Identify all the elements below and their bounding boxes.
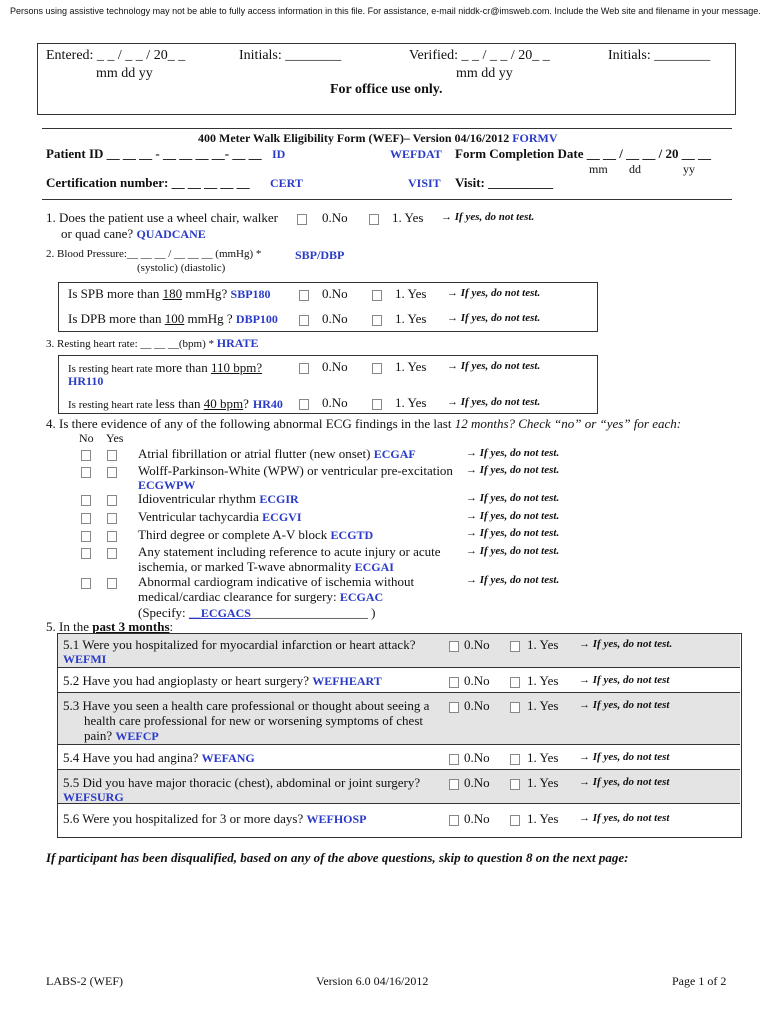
ecgacs-specify: (Specify: __ECGACS__________________ ) [138, 605, 376, 620]
form-completion-date: Form Completion Date __ __ / __ __ / 20 __ __ [455, 146, 712, 161]
hr40-yes-checkbox[interactable] [372, 399, 382, 410]
spb-if-yes-note: → If yes, do not test. [447, 287, 541, 299]
id-code: ID [272, 147, 286, 161]
visit-field: Visit: __________ [455, 175, 554, 190]
q5-1-text: 5.1 Were you hospitalized for myocardial infarction or heart attack? [63, 637, 416, 652]
ecgai-if-yes-note: → If yes, do not test. [466, 545, 560, 557]
ecgai-item-line2: ischemia, or marked T-wave abnormality ECGAI [138, 559, 394, 574]
ecgai-no-checkbox[interactable] [81, 548, 91, 559]
ecgai-item: Any statement including reference to acute injury or acute [138, 544, 441, 559]
spb-yes-checkbox[interactable] [372, 290, 382, 301]
ecgir-yes-checkbox[interactable] [107, 495, 117, 506]
q5-3-no-checkbox[interactable] [449, 702, 459, 713]
q5-text: 5. In the past 3 months: [46, 619, 174, 634]
ecgvi-if-yes-note: → If yes, do not test. [466, 510, 560, 522]
q4-text: 4. Is there evidence of any of the following abnormal ECG findings in the last 12 months? Check “no” or “yes” for each: [46, 416, 682, 431]
verified-date-sub: mm dd yy [456, 66, 513, 81]
ecgai-code: ECGAI [354, 560, 394, 574]
q5-4-yes-label: 1. Yes [527, 750, 559, 765]
footer-version: Version 6.0 04/16/2012 [316, 974, 429, 988]
q5-3-yes-label: 1. Yes [527, 698, 559, 713]
wefcp-code: WEFCP [115, 729, 159, 743]
hr40-no-label: 0.No [322, 395, 348, 410]
ecgvi-no-checkbox[interactable] [81, 513, 91, 524]
office-use-label: For office use only. [330, 82, 443, 97]
hr40-yes-label: 1. Yes [395, 395, 427, 410]
q5-4-yes-checkbox[interactable] [510, 754, 520, 765]
ecgaf-item: Atrial fibrillation or atrial flutter (new onset) ECGAF [138, 446, 416, 461]
ecgac-item-line2: medical/cardiac clearance for surgery: ECGAC [138, 589, 384, 604]
hr110-question: Is resting heart rate more than 110 bpm? [68, 360, 263, 375]
q1-text-line2: or quad cane? QUADCANE [61, 226, 206, 241]
wefsurg-code: WEFSURG [63, 790, 124, 804]
q5-2-no-checkbox[interactable] [449, 677, 459, 688]
q1-no-label: 0.No [322, 210, 348, 225]
dpb-question: Is DPB more than 100 mmHg ? DBP100 [68, 311, 278, 326]
q5-row-divider-5 [58, 803, 740, 804]
hr40-code: HR40 [252, 397, 283, 411]
ecgir-code: ECGIR [259, 492, 299, 506]
verified-date: Verified: _ _ / _ _ / 20_ _ [409, 48, 550, 63]
ecgwpw-code: ECGWPW [138, 478, 196, 492]
ecgac-yes-checkbox[interactable] [107, 578, 117, 589]
ecgac-if-yes-note: → If yes, do not test. [466, 574, 560, 586]
q5-4-no-checkbox[interactable] [449, 754, 459, 765]
hr40-question: Is resting heart rate less than 40 bpm? HR40 [68, 396, 283, 411]
q5-2-text: 5.2 Have you had angioplasty or heart surgery? WEFHEART [63, 673, 382, 688]
q5-3-no-label: 0.No [464, 698, 490, 713]
hr110-code: HR110 [68, 374, 104, 388]
ecgaf-code: ECGAF [373, 447, 416, 461]
q5-5-yes-label: 1. Yes [527, 775, 559, 790]
q5-3-yes-checkbox[interactable] [510, 702, 520, 713]
ecgacs-code: __ECGACS [188, 606, 251, 620]
form-title: 400 Meter Walk Eligibility Form (WEF)– Version 04/16/2012 FORMV [198, 131, 558, 145]
wefhosp-code: WEFHOSP [306, 812, 367, 826]
q5-2-yes-checkbox[interactable] [510, 677, 520, 688]
q5-6-no-checkbox[interactable] [449, 815, 459, 826]
q5-6-no-label: 0.No [464, 811, 490, 826]
entered-date: Entered: _ _ / _ _ / 20_ _ [46, 48, 186, 63]
q5-3-if-yes-note: → If yes, do not test [579, 699, 670, 711]
q5-5-text: 5.5 Did you have major thoracic (chest), abdominal or joint surgery? [63, 775, 421, 790]
hr110-no-checkbox[interactable] [299, 363, 309, 374]
hr40-if-yes-note: → If yes, do not test. [447, 396, 541, 408]
disqualified-instruction: If participant has been disqualified, based on any of the above questions, skip to question 8 on the next page: [46, 850, 629, 865]
dpb-if-yes-note: → If yes, do not test. [447, 312, 541, 324]
ecgac-item: Abnormal cardiogram indicative of ischemia without [138, 574, 415, 589]
q1-yes-label: 1. Yes [392, 210, 424, 225]
q5-4-text: 5.4 Have you had angina? WEFANG [63, 750, 255, 765]
q5-row-divider-3 [58, 744, 740, 745]
ecgir-if-yes-note: → If yes, do not test. [466, 492, 560, 504]
q5-1-yes-checkbox[interactable] [510, 641, 520, 652]
ecgir-no-checkbox[interactable] [81, 495, 91, 506]
ecgtd-if-yes-note: → If yes, do not test. [466, 527, 560, 539]
q1-yes-checkbox[interactable] [369, 214, 379, 225]
cert-code: CERT [270, 176, 303, 190]
q1-if-yes-note: → If yes, do not test. [441, 211, 535, 223]
sbp180-code: SBP180 [230, 287, 271, 301]
ecgac-no-checkbox[interactable] [81, 578, 91, 589]
ecgtd-code: ECGTD [330, 528, 374, 542]
ecgaf-no-checkbox[interactable] [81, 450, 91, 461]
q5-5-if-yes-note: → If yes, do not test [579, 776, 670, 788]
completion-yy: yy [683, 162, 695, 176]
q5-5-no-label: 0.No [464, 775, 490, 790]
accessibility-notice: Persons using assistive technology may not be able to fully access information in this file. For assistance, e-mail niddk-cr@imsweb.com. Include the Web site and filename in your message. [10, 6, 761, 16]
q5-1-yes-label: 1. Yes [527, 637, 559, 652]
q5-2-if-yes-note: → If yes, do not test [579, 674, 670, 686]
hrate-code: HRATE [216, 336, 259, 350]
footer-form-id: LABS-2 (WEF) [46, 974, 123, 988]
entered-date-sub: mm dd yy [96, 66, 153, 81]
dpb-no-label: 0.No [322, 311, 348, 326]
certification-number: Certification number: __ __ __ __ __ [46, 175, 250, 190]
q1-text: 1. Does the patient use a wheel chair, walker [46, 210, 278, 225]
q5-6-if-yes-note: → If yes, do not test [579, 812, 670, 824]
ecgir-item: Idioventricular rhythm ECGIR [138, 491, 299, 506]
q5-3-text-line2: health care professional for new or worsening symptoms of chest [84, 713, 423, 728]
ecgac-code: ECGAC [339, 590, 384, 604]
q5-5-yes-checkbox[interactable] [510, 779, 520, 790]
initials-1: Initials: ________ [239, 48, 342, 63]
q4-yes-column: Yes [106, 431, 124, 445]
spb-question: Is SPB more than 180 mmHg? SBP180 [68, 286, 271, 301]
q5-4-if-yes-note: → If yes, do not test [579, 751, 670, 763]
hr40-no-checkbox[interactable] [299, 399, 309, 410]
q2-sub: (systolic) (diastolic) [137, 262, 226, 274]
ecgaf-yes-checkbox[interactable] [107, 450, 117, 461]
spb-yes-label: 1. Yes [395, 286, 427, 301]
q5-1-if-yes-note: → If yes, do not test. [579, 638, 673, 650]
initials-2: Initials: ________ [608, 48, 711, 63]
ecgvi-item: Ventricular tachycardia ECGVI [138, 509, 302, 524]
ecgtd-yes-checkbox[interactable] [107, 531, 117, 542]
q5-6-yes-checkbox[interactable] [510, 815, 520, 826]
completion-dd: dd [629, 162, 641, 176]
hr110-yes-label: 1. Yes [395, 359, 427, 374]
dpb-yes-checkbox[interactable] [372, 315, 382, 326]
q3-text: 3. Resting heart rate: __ __ __(bpm) * HRATE [46, 336, 259, 350]
wefdat-code: WEFDAT [390, 147, 442, 161]
completion-mm: mm [589, 162, 608, 176]
dbp100-code: DBP100 [235, 312, 278, 326]
wefheart-code: WEFHEART [312, 674, 382, 688]
formv-code: FORMV [512, 131, 558, 145]
wefmi-code: WEFMI [63, 652, 107, 666]
visit-code: VISIT [408, 176, 441, 190]
ecgvi-code: ECGVI [262, 510, 302, 524]
ecgwpw-no-checkbox[interactable] [81, 467, 91, 478]
q2-text: 2. Blood Pressure:__ __ __ / __ __ __ (mmHg) * [46, 248, 262, 260]
q5-2-yes-label: 1. Yes [527, 673, 559, 688]
q5-6-yes-label: 1. Yes [527, 811, 559, 826]
q5-3-text: 5.3 Have you seen a health care professional or thought about seeing a [63, 698, 430, 713]
q5-row-divider-1 [58, 667, 740, 668]
q5-4-no-label: 0.No [464, 750, 490, 765]
hr110-if-yes-note: → If yes, do not test. [447, 360, 541, 372]
ecgwpw-yes-checkbox[interactable] [107, 467, 117, 478]
spb-no-checkbox[interactable] [299, 290, 309, 301]
ecgwpw-item: Wolff-Parkinson-White (WPW) or ventricular pre-excitation [138, 463, 453, 478]
header-divider [42, 128, 732, 129]
spb-no-label: 0.No [322, 286, 348, 301]
sbp-dbp-code: SBP/DBP [295, 248, 345, 262]
dpb-yes-label: 1. Yes [395, 311, 427, 326]
q5-5-no-checkbox[interactable] [449, 779, 459, 790]
ecgtd-no-checkbox[interactable] [81, 531, 91, 542]
q5-3-text-line3: pain? WEFCP [84, 728, 159, 743]
ecgaf-if-yes-note: → If yes, do not test. [466, 447, 560, 459]
hr110-yes-checkbox[interactable] [372, 363, 382, 374]
ecgwpw-if-yes-note: → If yes, do not test. [466, 464, 560, 476]
q5-1-no-checkbox[interactable] [449, 641, 459, 652]
quadcane-code: QUADCANE [136, 227, 206, 241]
q5-2-no-label: 0.No [464, 673, 490, 688]
q5-1-no-label: 0.No [464, 637, 490, 652]
hr110-no-label: 0.No [322, 359, 348, 374]
ecgtd-item: Third degree or complete A-V block ECGTD [138, 527, 374, 542]
wefang-code: WEFANG [201, 751, 255, 765]
ecgvi-yes-checkbox[interactable] [107, 513, 117, 524]
q1-no-checkbox[interactable] [297, 214, 307, 225]
dpb-no-checkbox[interactable] [299, 315, 309, 326]
q5-6-text: 5.6 Were you hospitalized for 3 or more days? WEFHOSP [63, 811, 367, 826]
patient-id: Patient ID __ __ __ - __ __ __ __- __ __ [46, 146, 262, 161]
form-header-divider [42, 199, 732, 200]
q4-no-column: No [79, 431, 94, 445]
ecgai-yes-checkbox[interactable] [107, 548, 117, 559]
footer-page-number: Page 1 of 2 [672, 974, 727, 988]
